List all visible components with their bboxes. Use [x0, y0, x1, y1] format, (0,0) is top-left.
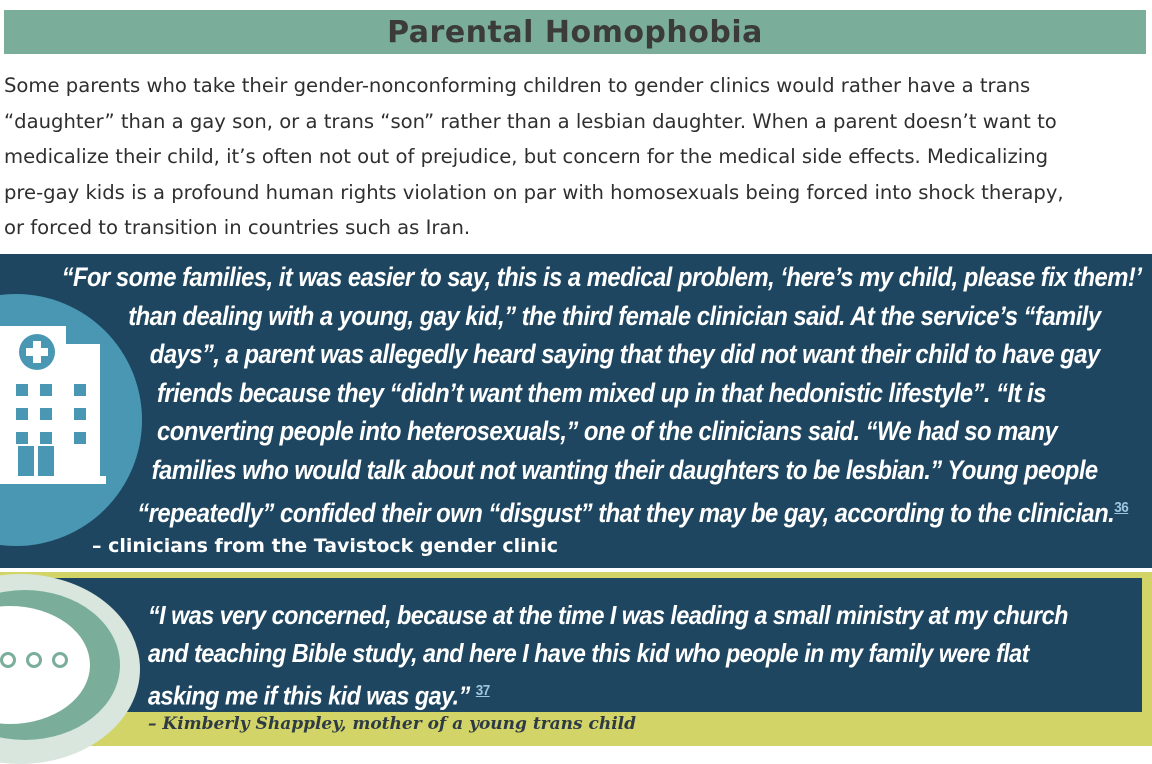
quote-line: friends because they “didn’t want them mixed up in that hedonistic lifestyle”. “It is: [157, 377, 1046, 408]
speech-dots-icon: [0, 652, 68, 668]
intro-line: Some parents who take their gender-nonconforming children to gender clinics would rather have a trans: [4, 74, 1031, 97]
quote-line: converting people into heterosexuals,” one of the clinicians said. “We had so many: [157, 416, 1058, 446]
footnote-link[interactable]: 37: [475, 682, 490, 699]
dot-icon: [0, 652, 16, 668]
clinician-quote-box: [0, 254, 1152, 568]
dot-icon: [52, 652, 68, 668]
section-title-bar: [4, 10, 1146, 54]
quote-line: “For some families, it was easier to say, this is a medical problem, ‘here’s my child, please fix them!’: [61, 262, 1142, 292]
footnote-link[interactable]: 36: [1114, 499, 1129, 516]
intro-line: pre-gay kids is a profound human rights violation on par with homosexuals being forced into shock therapy,: [4, 180, 1064, 204]
clinician-quote-text: [40, 258, 1142, 532]
quote-line: than dealing with a young, gay kid,” the third female clinician said. At the service’s “family: [128, 300, 1101, 331]
quote-line: and teaching Bible study, and here I have this kid who people in my family were flat: [148, 638, 1029, 668]
dot-icon: [26, 652, 42, 668]
quote-line: asking me if this kid was gay.”: [148, 680, 470, 711]
intro-line: or forced to transition in countries such as Iran.: [4, 216, 471, 239]
parent-attribution: – Kimberly Shappley, mother of a young trans child: [148, 714, 637, 734]
clinician-attribution: – clinicians from the Tavistock gender clinic: [92, 535, 558, 557]
intro-line: “daughter” than a gay son, or a trans “son” rather than a lesbian daughter. When a parent doesn’t want to: [4, 109, 1057, 133]
parent-quote-text: [148, 596, 1068, 715]
quote-line: “repeatedly” confided their own “disgust” that they may be gay, according to the clinician.: [137, 497, 1115, 528]
quote-line: “I was very concerned, because at the time I was leading a small ministry at my church: [148, 600, 1068, 630]
intro-paragraph: [4, 68, 1148, 246]
quote-line: days”, a parent was allegedly heard saying that they did not want their child to have gay: [149, 339, 1100, 369]
section-title: Parental Homophobia: [387, 14, 763, 50]
intro-line: medicalize their child, it’s often not out of prejudice, but concern for the medical side effects. Medicalizing: [4, 145, 1049, 168]
quote-line: families who would talk about not wanting their daughters to be lesbian.” Young people: [151, 454, 1098, 485]
